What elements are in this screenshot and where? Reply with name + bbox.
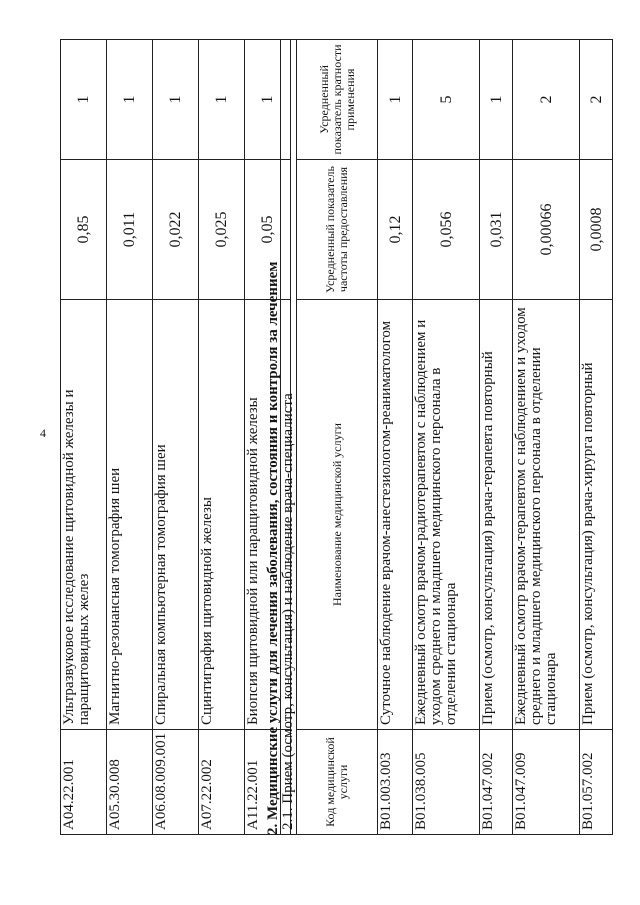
table-row xyxy=(199,40,245,835)
services-table-treatment xyxy=(280,39,613,835)
table-row xyxy=(61,40,107,835)
rotated-page-content xyxy=(60,40,605,835)
frequency-value: 0,05 xyxy=(245,160,291,300)
service-code: B01.047.009 xyxy=(513,730,580,835)
section-heading: 2. Медицинские услуги для лечения заболевания, состояния и контроля за лечением xyxy=(265,261,281,835)
service-name: Ежедневный осмотр врачом-терапевтом с наблюдением и уходом среднего и младшего медицинского персонала в отделении стационара xyxy=(513,300,580,730)
service-name: Магнитно-резонансная томография шеи xyxy=(107,300,153,730)
table-row xyxy=(153,40,199,835)
column-header-code: Код медицинской услуги xyxy=(297,730,378,835)
table-header-row xyxy=(297,39,378,834)
column-header-frequency: Усредненный показатель частоты предоставления xyxy=(297,160,378,300)
multiplicity-value: 1 xyxy=(378,39,413,159)
service-code: A11.22.001 xyxy=(245,730,291,835)
service-code: B01.057.002 xyxy=(580,730,613,835)
service-name: Суточное наблюдение врачом-анестезиологом-реаниматологом xyxy=(378,300,413,730)
frequency-value: 0,011 xyxy=(107,160,153,300)
frequency-value: 0,12 xyxy=(378,160,413,300)
multiplicity-value: 2 xyxy=(513,39,580,159)
service-name: Биопсия щитовидной или паращитовидной железы xyxy=(245,300,291,730)
frequency-value: 0,025 xyxy=(199,160,245,300)
table-row xyxy=(580,39,613,834)
service-code: B01.038.005 xyxy=(413,730,480,835)
service-code: A06.08.009.001 xyxy=(153,730,199,835)
multiplicity-value: 1 xyxy=(199,40,245,160)
page-number: 4 xyxy=(40,426,46,440)
service-code: B01.047.002 xyxy=(480,730,513,835)
service-code: A07.22.002 xyxy=(199,730,245,835)
column-header-multiplicity: Усредненный показатель кратности применения xyxy=(297,39,378,159)
table-row xyxy=(378,39,413,834)
service-code: B01.003.003 xyxy=(378,730,413,835)
multiplicity-value: 1 xyxy=(61,40,107,160)
column-header-name: Наименование медицинской услуги xyxy=(297,300,378,730)
service-name: Ультразвуковое исследование щитовидной железы и паращитовидных желез xyxy=(61,300,107,730)
service-name: Прием (осмотр, консультация) врача-хирурга повторный xyxy=(580,300,613,730)
frequency-value: 0,056 xyxy=(413,160,480,300)
service-code: A04.22.001 xyxy=(61,730,107,835)
table-row xyxy=(107,40,153,835)
service-name: Сцинтиграфия щитовидной железы xyxy=(199,300,245,730)
service-name: Прием (осмотр, консультация) врача-терапевта повторный xyxy=(480,300,513,730)
frequency-value: 0,022 xyxy=(153,160,199,300)
frequency-value: 0,0008 xyxy=(580,160,613,300)
multiplicity-value: 1 xyxy=(107,40,153,160)
multiplicity-value: 1 xyxy=(153,40,199,160)
frequency-value: 0,031 xyxy=(480,160,513,300)
frequency-value: 0,00066 xyxy=(513,160,580,300)
multiplicity-value: 5 xyxy=(413,39,480,159)
service-name: Ежедневный осмотр врачом-радиотерапевтом с наблюдением и уходом среднего и младшего медицинского персонала в отделении стационара xyxy=(413,300,480,730)
table-row xyxy=(480,39,513,834)
frequency-value: 0,85 xyxy=(61,160,107,300)
table-row xyxy=(513,39,580,834)
services-table-diagnostics xyxy=(60,39,291,835)
multiplicity-value: 1 xyxy=(245,40,291,160)
multiplicity-value: 2 xyxy=(580,39,613,159)
service-code: A05.30.008 xyxy=(107,730,153,835)
multiplicity-value: 1 xyxy=(480,39,513,159)
table-row xyxy=(413,39,480,834)
subsection-row xyxy=(281,39,297,834)
subsection-heading: 2.1. Прием (осмотр, консультация) и наблюдение врача-специалиста xyxy=(281,39,297,834)
service-name: Спиральная компьютерная томография шеи xyxy=(153,300,199,730)
